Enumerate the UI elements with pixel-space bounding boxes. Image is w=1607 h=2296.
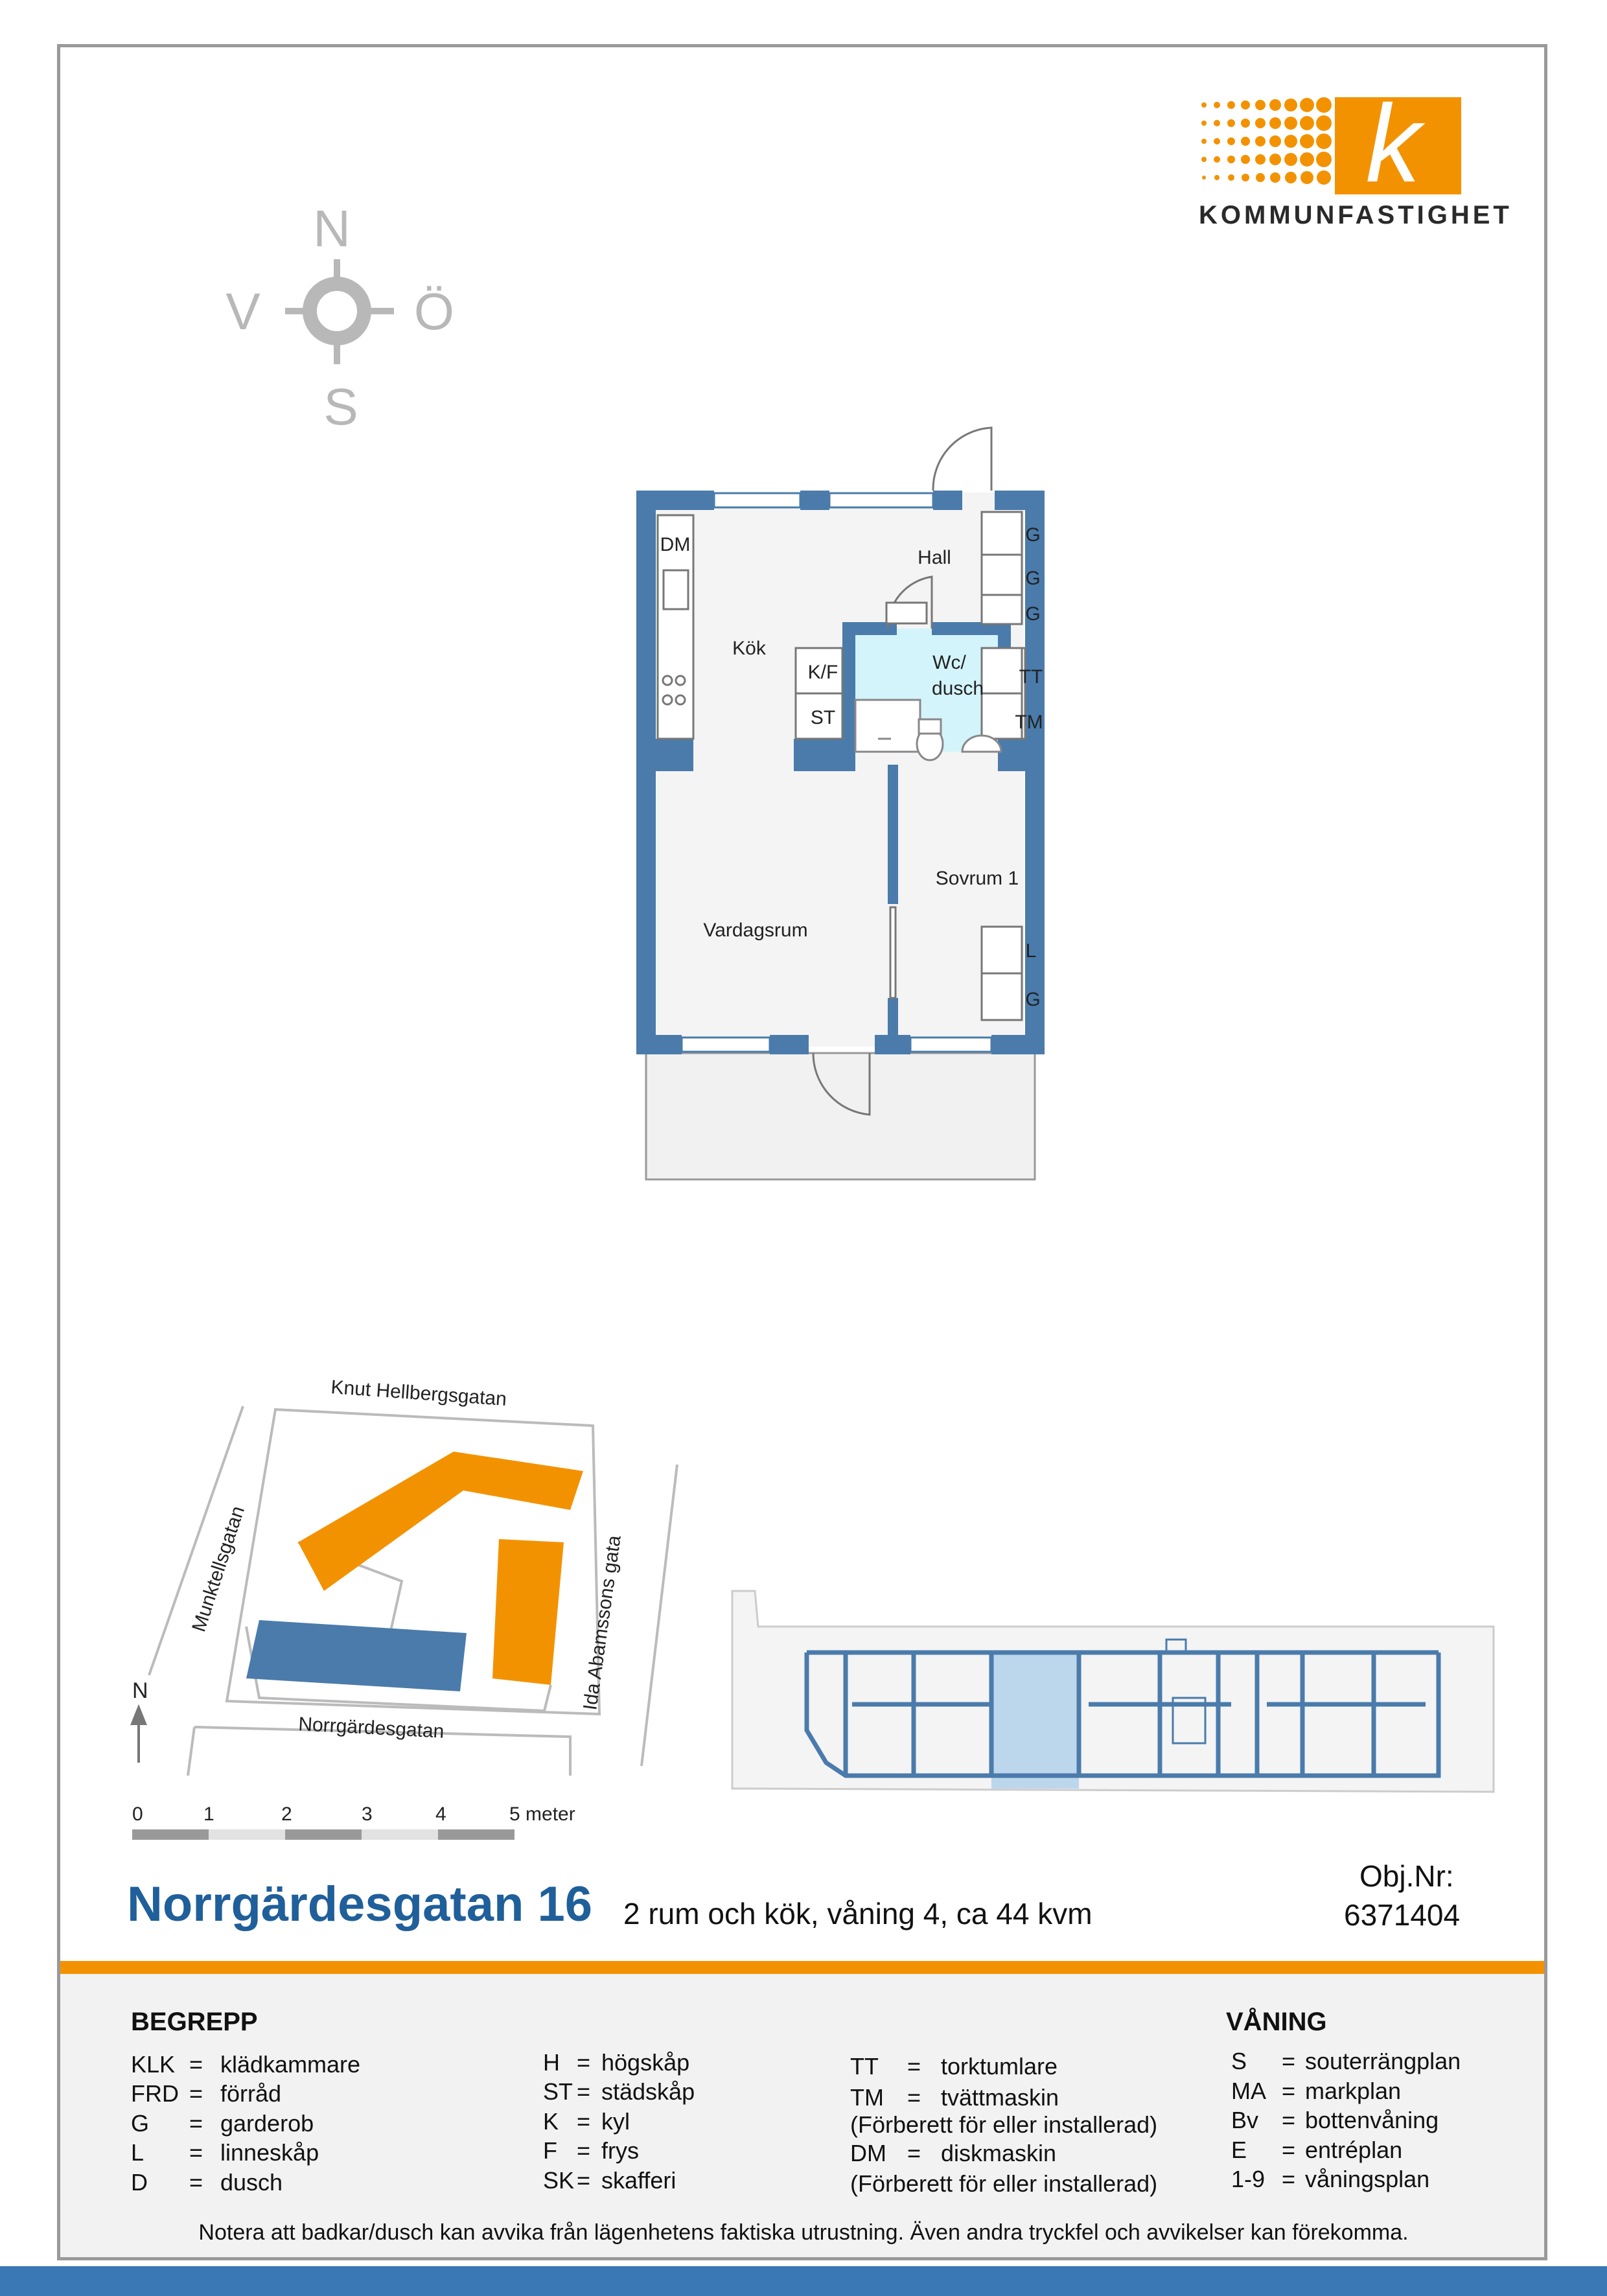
compass-south: S <box>323 378 358 435</box>
kommunfastighet-logo <box>1199 97 1497 201</box>
logo-dot-pattern <box>1201 97 1332 185</box>
compass-rose <box>214 194 473 441</box>
scale-label-0: 0 <box>132 1803 143 1825</box>
disclaimer-note: Notera att badkar/dusch kan avvika från lägenhetens faktiska utrustning. Även andra tryckfel och avvikelser kan förekomma. <box>198 2220 1409 2245</box>
legend-eq: = <box>1282 2078 1296 2104</box>
label-tm: TM <box>1015 712 1043 733</box>
label-g3: G <box>1025 603 1041 625</box>
legend-code: L <box>131 2139 145 2166</box>
scale-label-2: 2 <box>281 1803 292 1825</box>
scale-segments <box>132 1829 514 1840</box>
label-vardagsrum: Vardagsrum <box>703 920 808 941</box>
label-sovrum: Sovrum 1 <box>935 868 1019 889</box>
legend-eq: = <box>189 2169 203 2196</box>
logo-wordmark: KOMMUNFASTIGHET <box>1199 201 1512 229</box>
legend-text: kyl <box>601 2108 630 2135</box>
obj-number: 6371404 <box>1344 1898 1461 1932</box>
street-left: Munktellsgatan <box>188 1503 249 1635</box>
legend-code: TM <box>850 2084 884 2111</box>
label-kf: K/F <box>807 662 838 683</box>
legend-eq: = <box>907 2084 921 2111</box>
legend-code: H <box>543 2049 560 2076</box>
legend-code: FRD <box>131 2080 179 2107</box>
legend-eq: = <box>577 2167 591 2194</box>
highlighted-apartment <box>991 1652 1079 1789</box>
legend-code: MA <box>1231 2078 1266 2104</box>
legend-text: våningsplan <box>1305 2166 1430 2192</box>
legend-code: D <box>131 2169 148 2196</box>
legend-code: S <box>1231 2048 1247 2074</box>
legend-eq: = <box>577 2137 591 2164</box>
label-tt: TT <box>1019 666 1043 688</box>
legend-code: K <box>543 2108 559 2135</box>
scale-label-3: 3 <box>362 1803 373 1825</box>
street-bottom: Norrgärdesgatan <box>297 1713 445 1743</box>
label-st: ST <box>810 707 836 728</box>
street-right: Ida Abamssons gata <box>579 1534 625 1711</box>
legend-eq: = <box>907 2140 921 2166</box>
label-l: L <box>1025 940 1037 962</box>
legend-text: förråd <box>220 2080 282 2107</box>
legend-code: KLK <box>131 2051 176 2078</box>
legend-text: markplan <box>1305 2078 1402 2104</box>
building-blue-south <box>246 1620 467 1691</box>
legend-text: tvättmaskin <box>941 2084 1059 2111</box>
legend-eq: = <box>1282 2137 1296 2163</box>
site-plan <box>130 1348 700 1776</box>
legend-text: linneskåp <box>220 2139 319 2166</box>
obj-label: Obj.Nr: <box>1359 1859 1454 1893</box>
legend-eq: = <box>1282 2048 1296 2074</box>
legend-eq: = <box>577 2049 591 2076</box>
address-title: Norrgärdesgatan 16 <box>127 1877 593 1932</box>
legend-text: entréplan <box>1305 2137 1403 2163</box>
legend-text: diskmaskin <box>941 2140 1057 2166</box>
compass-north: N <box>313 200 351 257</box>
legend-text: dusch <box>220 2169 283 2196</box>
building-floor-overview <box>719 1588 1497 1802</box>
label-hall: Hall <box>918 547 951 568</box>
legend-eq: = <box>189 2051 203 2078</box>
logo-letter: k <box>1365 97 1421 201</box>
address-subtitle: 2 rum och kök, våning 4, ca 44 kvm <box>623 1897 1093 1931</box>
legend-text: städskåp <box>601 2078 695 2105</box>
legend-code: DM <box>850 2140 886 2166</box>
legend-text: torktumlare <box>941 2053 1058 2080</box>
label-kok: Kök <box>732 638 766 659</box>
legend-code: 1-9 <box>1231 2166 1266 2192</box>
label-g1: G <box>1025 524 1041 546</box>
label-dm: DM <box>660 534 691 555</box>
legend-eq: = <box>907 2053 921 2080</box>
scale-label-1: 1 <box>203 1803 214 1825</box>
legend-text: souterrängplan <box>1305 2048 1461 2074</box>
scale-label-5: 5 meter <box>509 1803 575 1825</box>
building-orange-east <box>492 1539 564 1685</box>
legend-eq: = <box>189 2080 203 2107</box>
legend-eq: = <box>577 2078 591 2105</box>
legend-note: (Förberett för eller installerad) <box>850 2170 1158 2197</box>
legend-text: bottenvåning <box>1305 2107 1439 2133</box>
begrepp-heading: BEGREPP <box>131 2008 258 2036</box>
site-north-label: N <box>132 1678 148 1703</box>
site-north-arrow <box>132 1708 145 1763</box>
legend-note: (Förberett för eller installerad) <box>850 2111 1158 2138</box>
orange-divider <box>60 1961 1544 1974</box>
legend-eq: = <box>1282 2107 1296 2133</box>
legend-code: E <box>1231 2137 1247 2163</box>
compass-west: V <box>225 283 260 340</box>
legend-text: skafferi <box>601 2167 676 2194</box>
footer-bar <box>0 2266 1607 2296</box>
legend-eq: = <box>189 2110 203 2137</box>
legend-eq: = <box>1282 2166 1296 2192</box>
label-dusch: dusch <box>931 678 984 699</box>
legend-code: SK <box>543 2167 575 2194</box>
label-g4: G <box>1025 989 1041 1010</box>
compass-east: Ö <box>413 283 455 340</box>
legend-code: TT <box>850 2053 879 2080</box>
scale-label-4: 4 <box>435 1803 446 1825</box>
floor-plan <box>616 415 1082 1205</box>
legend-text: frys <box>601 2137 639 2164</box>
legend-text: klädkammare <box>220 2051 361 2078</box>
legend-code: ST <box>543 2078 573 2105</box>
legend-text: garderob <box>220 2110 314 2137</box>
scale-bar <box>130 1798 596 1850</box>
legend-text: högskåp <box>601 2049 690 2076</box>
legend-eq: = <box>189 2139 203 2166</box>
legend-code: F <box>543 2137 557 2164</box>
vaning-heading: VÅNING <box>1226 2008 1327 2036</box>
label-g2: G <box>1025 568 1041 589</box>
legend-code: Bv <box>1231 2107 1259 2133</box>
label-wc: Wc/ <box>932 652 966 673</box>
legend-eq: = <box>577 2108 591 2135</box>
legend-code: G <box>131 2110 150 2137</box>
balcony <box>646 1053 1035 1179</box>
street-top: Knut Hellbergsgatan <box>330 1376 508 1410</box>
